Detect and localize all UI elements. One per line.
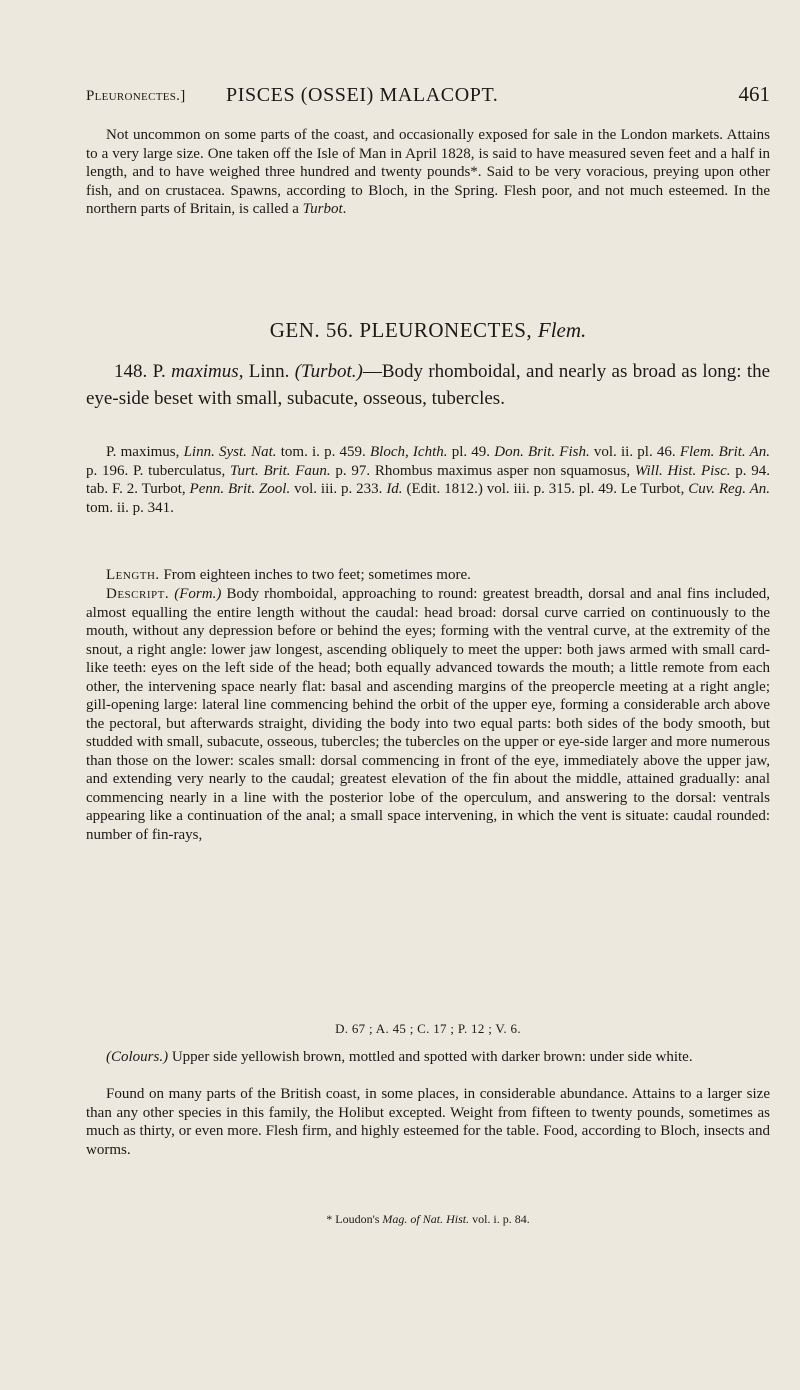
syn-text: P. maximus, xyxy=(106,444,184,460)
form-label: (Form.) xyxy=(174,586,222,602)
species-heading xyxy=(86,358,770,412)
syn-text: (Edit. 1812.) vol. iii. p. 315. pl. 49. Le Turbot, xyxy=(402,481,689,497)
footnote-source: Mag. of Nat. Hist. xyxy=(382,1212,470,1226)
genus-title: GEN. 56. PLEURONECTES, xyxy=(269,318,533,342)
running-head-section: Pleuronectes.] xyxy=(86,88,186,104)
synonymy-paragraph xyxy=(86,443,770,517)
colours-label: (Colours.) xyxy=(106,1049,169,1065)
footnote-ref: vol. i. p. 84. xyxy=(469,1212,530,1226)
syn-text: vol. iii. p. 233. xyxy=(290,481,387,497)
length-label: Length. xyxy=(106,567,160,583)
footnote xyxy=(86,1212,770,1227)
description-paragraph xyxy=(86,585,770,844)
syn-ref: Bloch, Ichth. xyxy=(370,444,448,460)
syn-text: p. 196. P. tuberculatus, xyxy=(86,462,230,479)
species-authority: , Linn. xyxy=(238,361,290,382)
intro-text: Not uncommon on some parts of the coast, and occasionally exposed for sale in the London markets. Attains to a very large size. One taken off the Isle of Man in April 1828, is said to have measured seven feet and a half in length, and to have weighed three hundred and twenty pounds*. Said to be very voracious, preying upon other fish, and on crustacea. Spawns, according to Bloch, in the Spring. Flesh poor, and not much esteemed. In the northern parts of Britain, is called a xyxy=(86,127,770,217)
footnote-marker: * Loudon's xyxy=(326,1212,383,1226)
genus-heading xyxy=(86,318,770,343)
syn-ref: Turt. Brit. Faun. xyxy=(229,462,331,479)
species-genus: P. xyxy=(152,361,166,382)
length-text: From eighteen inches to two feet; sometimes more. xyxy=(159,567,471,583)
syn-text: tom. i. p. 459. xyxy=(276,444,370,460)
syn-text: tom. ii. p. 341. xyxy=(86,499,174,516)
syn-ref: Linn. Syst. Nat. xyxy=(183,444,277,460)
syn-ref: Cuv. Reg. An. xyxy=(688,481,770,497)
syn-ref: Flem. Brit. An. xyxy=(679,444,771,460)
syn-ref: Id. xyxy=(386,481,403,497)
colours-text: Upper side yellowish brown, mottled and spotted with darker brown: under side white. xyxy=(168,1049,693,1065)
species-name: maximus xyxy=(171,361,239,382)
syn-ref: Will. Hist. Pisc. xyxy=(634,462,731,479)
page-number: 461 xyxy=(738,82,770,106)
habitat-paragraph: Found on many parts of the British coast, in some places, in considerable abundance. Attains to a larger size than any other species in this family, the Holibut excepted. Weight from fifteen to twenty pounds, sometimes as much as thirty, or even more. Flesh firm, and highly esteemed for the table. Food, according to Bloch, insects and worms. xyxy=(86,1086,770,1158)
syn-text: pl. 49. xyxy=(447,444,495,460)
intro-common-name: Turbot xyxy=(302,201,343,217)
syn-text: vol. ii. pl. 46. xyxy=(589,444,680,460)
species-number: 148. xyxy=(114,361,148,382)
length-paragraph xyxy=(86,566,770,585)
genus-authority: Flem. xyxy=(537,318,587,342)
running-head xyxy=(86,78,770,114)
species-common-name: (Turbot.) xyxy=(294,361,363,382)
syn-ref: Penn. Brit. Zool. xyxy=(189,481,291,497)
colours-paragraph xyxy=(86,1048,770,1067)
intro-text-end: . xyxy=(342,201,347,217)
syn-text: p. 94. tab. F. 2. Turbot, xyxy=(86,462,770,497)
species-diagnosis: —Body rhomboidal, and nearly as broad as long: the eye-side beset with small, subacute, osseous, tubercles. xyxy=(86,361,771,409)
description-label: Descript. xyxy=(106,586,170,602)
syn-text: p. 97. Rhombus maximus asper non squamosus, xyxy=(330,462,635,479)
fin-formula: D. 67 ; A. 45 ; C. 17 ; P. 12 ; V. 6. xyxy=(335,1021,521,1036)
syn-ref: Don. Brit. Fish. xyxy=(494,444,590,460)
intro-paragraph xyxy=(86,126,770,219)
description-text: Body rhomboidal, approaching to round: greatest breadth, dorsal and anal fins included, almost equalling the entire length without the caudal: head broad: dorsal curve carried on continuously to the mouth, without any depression before or behind the eyes; forming with the ventral curve, at the extremity of the snout, a right angle: lower jaw longest, ascending obliquely to meet the upper: both jaws armed with small card-like teeth: eyes on the left side of the head; both equally advanced towards the mouth; a little remote from each other, the intervening space nearly flat: basal and ascending margins of the preopercle meeting at a right angle; gill-opening large: lateral line commencing behind the orbit of the upper eye, forming a considerable arch above the pectoral, but afterwards straight, dividing the body into two equal parts: both sides of the body smooth, but studded with small, subacute, osseous, tubercles; the tubercles on the upper or eye-side larger and more numerous than those on the lower: scales small: dorsal commencing in front of the eye, immediately above the upper jaw, and extending very nearly to the caudal; greatest elevation of the fin about the middle, attained gradually: anal commencing nearly in a line with the posterior lobe of the operculum, and answering to the dorsal: ventrals appearing like a continuation of the anal; a small space intervening, in which the vent is situate: caudal rounded: number of fin-rays, xyxy=(86,586,771,843)
running-head-title: PISCES (OSSEI) MALACOPT. xyxy=(226,84,499,106)
